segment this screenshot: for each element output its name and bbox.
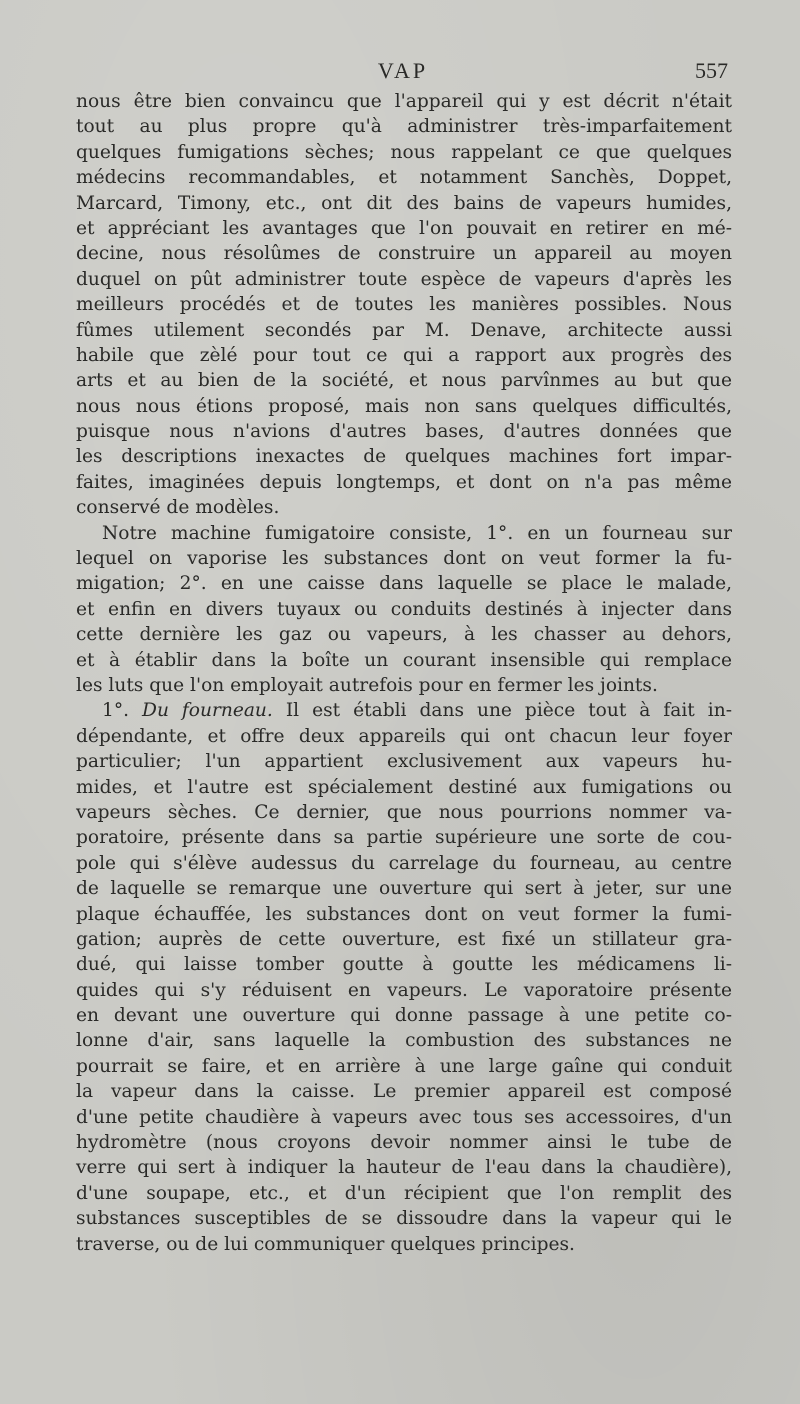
text-line: traverse, ou de lui communiquer quelques principes. [76,1233,575,1255]
text-line: particulier; l'un appartient exclusivement aux vapeurs hu- [76,751,732,773]
text-line: meilleurs procédés et de toutes les manières possibles. Nous [76,294,732,316]
text-line: d'une petite chaudière à vapeurs avec tous ses accessoires, d'un [76,1106,732,1128]
text-line: substances susceptibles de se dissoudre dans la vapeur qui le [76,1208,732,1230]
running-head: VAP [377,58,429,83]
text-line: de laquelle se remarque une ouverture qui sert à jeter, sur une [76,878,732,900]
text-line: nous nous étions proposé, mais non sans quelques difficultés, [76,395,732,417]
text-line: conservé de modèles. [76,497,280,519]
text-line: la vapeur dans la caisse. Le premier appareil est composé [76,1081,732,1103]
text-line: cette dernière les gaz ou vapeurs, à les chasser au dehors, [76,624,732,646]
text-line: fûmes utilement secondés par M. Denave, architecte aussi [76,319,732,341]
text-line: puisque nous n'avions d'autres bases, d'autres données que [76,421,732,443]
text-line: les luts que l'on employait autrefois pour en fermer les joints. [76,674,658,696]
text-line: tout au plus propre qu'à administrer très-imparfaitement [76,116,732,138]
text-line: quides qui s'y réduisent en vapeurs. Le vaporatoire présente [76,979,732,1001]
text-line: lequel on vaporise les substances dont on veut former la fu- [76,548,732,570]
paragraph-3 [76,698,732,1257]
text-line [76,698,732,723]
text-line: Marcard, Timony, etc., ont dit des bains de vapeurs humides, [76,192,732,214]
text-line: dué, qui laisse tomber goutte à goutte les médicamens li- [76,954,732,976]
section-title: Du fourneau. [142,700,273,722]
text-line: nous être bien convaincu que l'appareil qui y est décrit n'était [76,91,732,112]
text-fragment: Il est établi dans une pièce tout à fait in- [285,700,732,722]
text-line: gation; auprès de cette ouverture, est fixé un stillateur gra- [76,928,732,950]
section-number: 1°. [102,700,130,722]
text-line: et appréciant les avantages que l'on pouvait en retirer en mé- [76,217,732,239]
text-line: Notre machine fumigatoire consiste, 1°. en un fourneau sur [102,522,732,544]
text-line: lonne d'air, sans laquelle la combustion des substances ne [76,1030,732,1052]
text-line: et enfin en divers tuyaux ou conduits destinés à injecter dans [76,598,732,620]
text-line: mides, et l'autre est spécialement destiné aux fumigations ou [76,776,732,798]
text-line: pole qui s'élève audessus du carrelage du fourneau, au centre [76,852,732,874]
text-line: plaque échauffée, les substances dont on veut former la fumi- [76,903,732,925]
text-line: quelques fumigations sèches; nous rappelant ce que quelques [76,141,732,163]
text-line: d'une soupape, etc., et d'un récipient que l'on remplit des [76,1182,732,1204]
text-line: arts et au bien de la société, et nous parvînmes au but que [76,370,732,392]
text-line: médecins recommandables, et notamment Sanchès, Doppet, [76,167,732,189]
text-line: migation; 2°. en une caisse dans laquelle se place le malade, [76,573,732,595]
text-line: poratoire, présente dans sa partie supérieure une sorte de cou- [76,827,732,849]
text-line: duquel on pût administrer toute espèce de vapeurs d'après les [76,268,732,290]
text-line: et à établir dans la boîte un courant insensible qui remplace [76,649,732,671]
text-line: faites, imaginées depuis longtemps, et dont on n'a pas même [76,471,732,493]
page-number: 557 [695,58,728,83]
text-line: hydromètre (nous croyons devoir nommer ainsi le tube de [76,1132,732,1154]
text-line: decine, nous résolûmes de construire un appareil au moyen [76,243,732,265]
paragraph-2 [76,521,732,699]
text-line: les descriptions inexactes de quelques machines fort impar- [76,446,732,468]
text-line: verre qui sert à indiquer la hauteur de l'eau dans la chaudière), [76,1157,732,1179]
text-line: dépendante, et offre deux appareils qui ont chacun leur foyer [76,725,732,747]
text-line: pourrait se faire, et en arrière à une large gaîne qui conduit [76,1055,732,1077]
text-line: en devant une ouverture qui donne passage à une petite co- [76,1005,732,1027]
paragraph-1 [76,89,732,521]
page-header [76,58,730,88]
text-line: habile que zèlé pour tout ce qui a rapport aux progrès des [76,344,732,366]
text-line: vapeurs sèches. Ce dernier, que nous pourrions nommer va- [76,801,732,823]
body-text [76,89,732,1257]
